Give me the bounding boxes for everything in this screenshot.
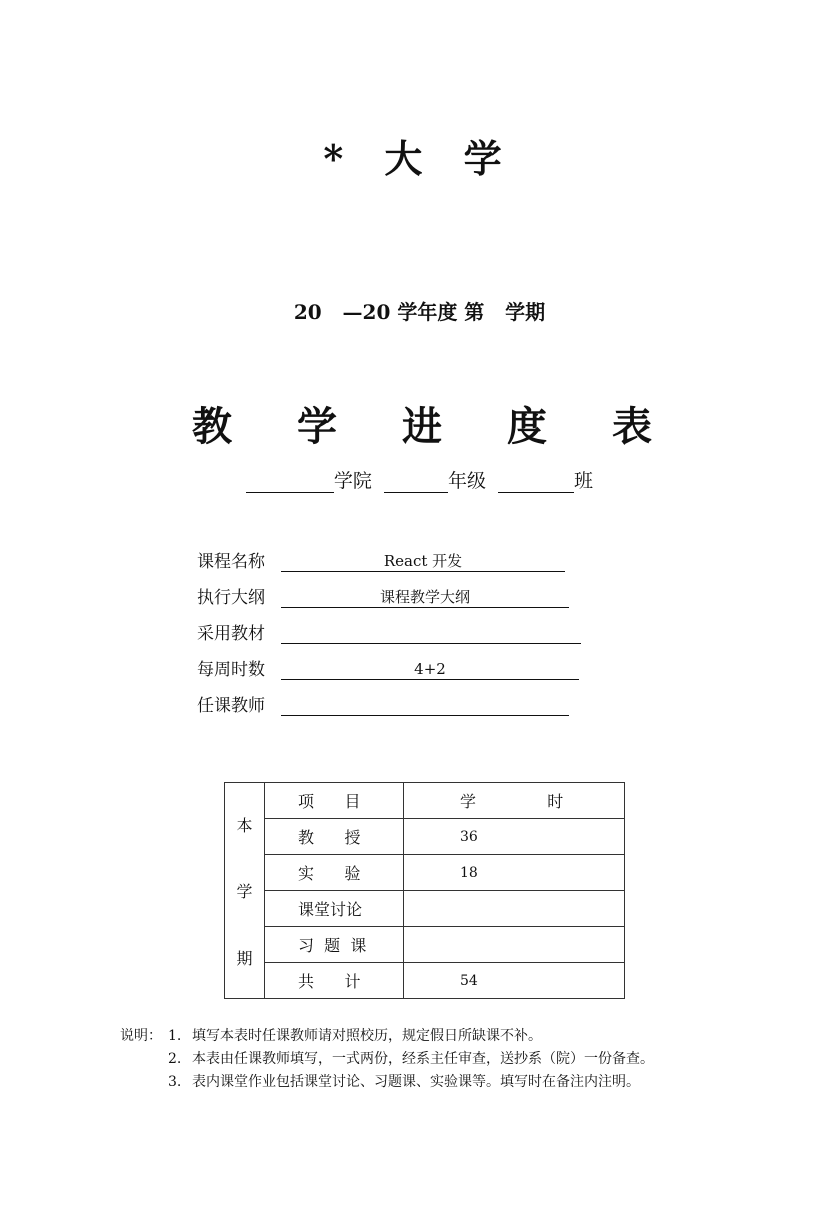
- field-label: 执行大纲: [197, 588, 265, 608]
- title-char: 教: [192, 403, 232, 450]
- table-row: [225, 855, 625, 891]
- note-item: [120, 1048, 654, 1071]
- field-label: 每周时数: [197, 660, 265, 680]
- table-row: [225, 783, 625, 819]
- note-text: 表内课堂作业包括课堂讨论、习题课、实验课等。填写时在备注内注明。: [192, 1074, 640, 1090]
- hours-text: 54: [460, 972, 478, 989]
- course-name-field: [197, 546, 565, 572]
- semester-side-label: [225, 783, 265, 999]
- note-text: 本表由任课教师填写，一式两份，经系主任审查，送抄系（院）一份备查。: [192, 1051, 654, 1067]
- item-cell: [265, 855, 404, 891]
- note-item: [120, 1025, 654, 1048]
- field-label: 采用教材: [197, 624, 265, 644]
- note-number: 2.: [168, 1051, 182, 1067]
- notes-prefix: 说明：: [120, 1028, 162, 1044]
- note-text: 填写本表时任课教师请对照校历，规定假日所缺课不补。: [192, 1028, 542, 1044]
- weekly-hours-field: [197, 654, 579, 680]
- syllabus-field: [197, 582, 569, 608]
- textbook-value[interactable]: [281, 621, 581, 644]
- header-hours-text: 学 时: [460, 792, 564, 811]
- class-blank[interactable]: [498, 470, 574, 493]
- side-char: 期: [236, 948, 253, 968]
- grade-label: 年级: [447, 470, 486, 492]
- note-number: 1.: [168, 1028, 182, 1044]
- item-text: 教 授: [298, 828, 361, 847]
- title-char: 度: [507, 403, 547, 450]
- main-title: [192, 395, 652, 452]
- semester-line: 20 —20 学年度 第 学期: [293, 300, 546, 324]
- hours-cell[interactable]: [404, 855, 625, 891]
- header-item-cell: [265, 783, 404, 819]
- side-char: 学: [236, 882, 253, 901]
- college-blank[interactable]: [246, 470, 334, 493]
- hours-text: 36: [460, 828, 478, 845]
- hours-table: [224, 782, 625, 999]
- hours-cell[interactable]: [404, 927, 625, 963]
- hours-cell[interactable]: [404, 963, 625, 999]
- item-text: 实 验: [298, 864, 361, 883]
- field-label: 任课教师: [197, 696, 265, 716]
- table-row: [225, 819, 625, 855]
- college-label: 学院: [333, 470, 372, 492]
- grade-blank[interactable]: [384, 470, 448, 493]
- department-line: [0, 466, 839, 493]
- hours-cell[interactable]: [404, 819, 625, 855]
- header-hours-cell: [404, 783, 625, 819]
- hours-text: 18: [460, 864, 478, 881]
- item-text: 共 计: [298, 972, 361, 991]
- item-text: 习 题 课: [298, 936, 367, 955]
- side-char: 本: [236, 815, 253, 835]
- note-item: [120, 1071, 654, 1094]
- table-row: [225, 891, 625, 927]
- item-cell: [265, 927, 404, 963]
- teacher-field: [197, 690, 569, 716]
- note-number: 3.: [168, 1074, 182, 1090]
- teacher-value[interactable]: [281, 693, 569, 716]
- table-row: [225, 963, 625, 999]
- field-label: 课程名称: [197, 552, 265, 572]
- university-title: * 大 学: [323, 136, 516, 181]
- item-text: 课堂讨论: [298, 900, 363, 919]
- weekly-hours-value[interactable]: 4+2: [281, 657, 579, 680]
- title-char: 学: [297, 403, 337, 450]
- class-label: 班: [574, 470, 594, 492]
- syllabus-value[interactable]: 课程教学大纲: [281, 585, 569, 608]
- item-cell: [265, 963, 404, 999]
- title-char: 进: [402, 403, 442, 450]
- hours-cell[interactable]: [404, 891, 625, 927]
- item-cell: [265, 891, 404, 927]
- course-name-value[interactable]: React 开发: [281, 549, 565, 572]
- notes-section: [120, 1025, 654, 1094]
- item-cell: [265, 819, 404, 855]
- header-item-text: 项 目: [298, 792, 361, 811]
- title-char: 表: [612, 403, 652, 450]
- textbook-field: [197, 618, 581, 644]
- table-row: [225, 927, 625, 963]
